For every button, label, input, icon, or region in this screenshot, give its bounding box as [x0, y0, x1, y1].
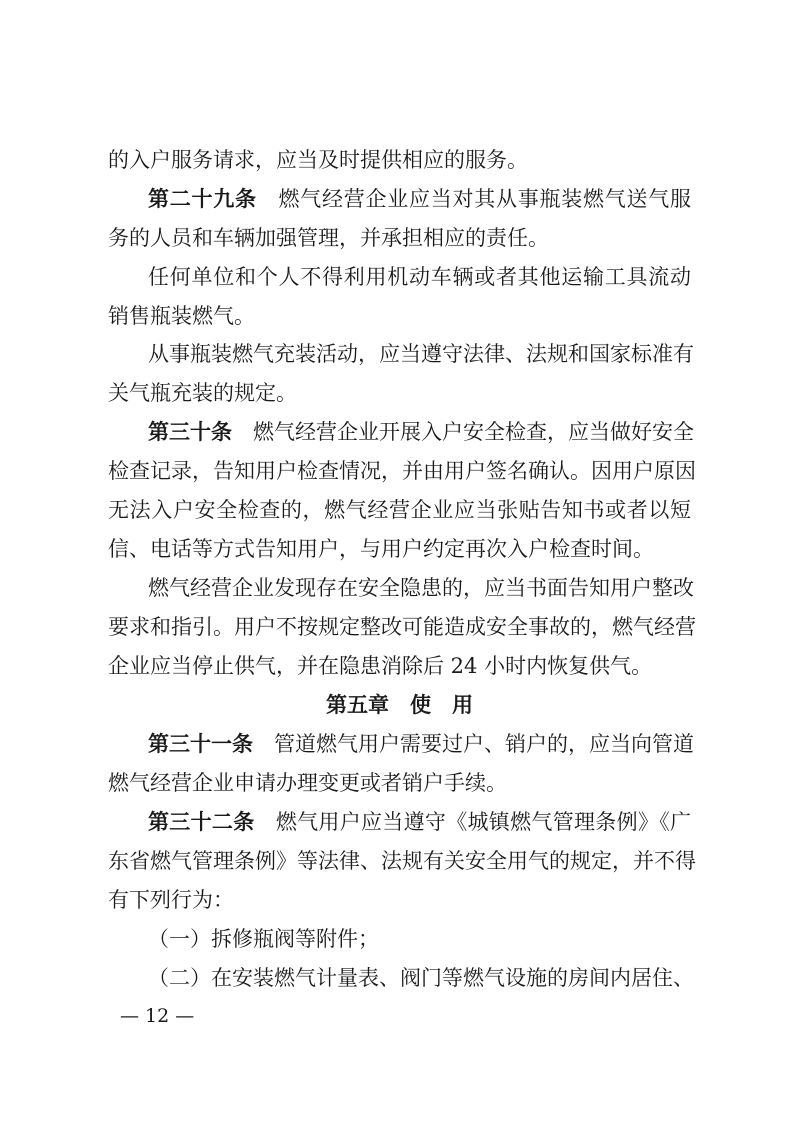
paragraph-line: 任何单位和个人不得利用机动车辆或者其他运输工具流动	[148, 265, 691, 289]
chapter-heading: 第五章 使 用	[326, 693, 473, 717]
article-32-line: 第三十二条 燃气用户应当遵守《城镇燃气管理条例》《广	[148, 810, 692, 834]
paragraph-line: 信、电话等方式告知用户，与用户约定再次入户检查时间。	[108, 537, 654, 561]
paragraph-line: 有下列行为：	[108, 888, 234, 912]
paragraph-line: 务的人员和车辆加强管理，并承担相应的责任。	[108, 226, 549, 250]
paragraph-line: 从事瓶装燃气充装活动，应当遵守法律、法规和国家标准有	[148, 342, 694, 366]
paragraph-line: 燃气经营企业申请办理变更或者销户手续。	[108, 771, 507, 795]
paragraph-line: 企业应当停止供气，并在隐患消除后 24 小时内恢复供气。	[108, 654, 653, 678]
article-number: 第二十九条	[148, 187, 257, 211]
paragraph-line: 要求和指引。用户不按规定整改可能造成安全事故的，燃气经营	[108, 615, 696, 639]
paragraph-line: 关气瓶充装的规定。	[108, 381, 297, 405]
article-number: 第三十条	[148, 420, 232, 444]
paragraph-line: 无法入户安全检查的，燃气经营企业应当张贴告知书或者以短	[108, 498, 691, 522]
article-30-line: 第三十条 燃气经营企业开展入户安全检查，应当做好安全	[148, 420, 694, 444]
article-number: 第三十二条	[148, 810, 255, 834]
paragraph-line: 销售瓶装燃气。	[108, 304, 255, 328]
paragraph-line: 的入户服务请求，应当及时提供相应的服务。	[108, 148, 528, 172]
list-item: （一）拆修瓶阀等附件；	[148, 927, 379, 951]
paragraph-line: 东省燃气管理条例》等法律、法规有关安全用气的规定，并不得	[108, 849, 696, 873]
list-item: （二）在安装燃气计量表、阀门等燃气设施的房间内居住、	[148, 966, 694, 990]
paragraph-line: 燃气经营企业发现存在安全隐患的，应当书面告知用户整改	[148, 576, 694, 600]
article-29-line: 第二十九条 燃气经营企业应当对其从事瓶装燃气送气服	[148, 187, 691, 211]
paragraph-line: 检查记录，告知用户检查情况，并由用户签名确认。因用户原因	[108, 459, 696, 483]
article-31-line: 第三十一条 管道燃气用户需要过户、销户的，应当向管道	[148, 732, 694, 756]
article-number: 第三十一条	[148, 732, 253, 756]
page-number: — 12 —	[120, 1005, 195, 1027]
